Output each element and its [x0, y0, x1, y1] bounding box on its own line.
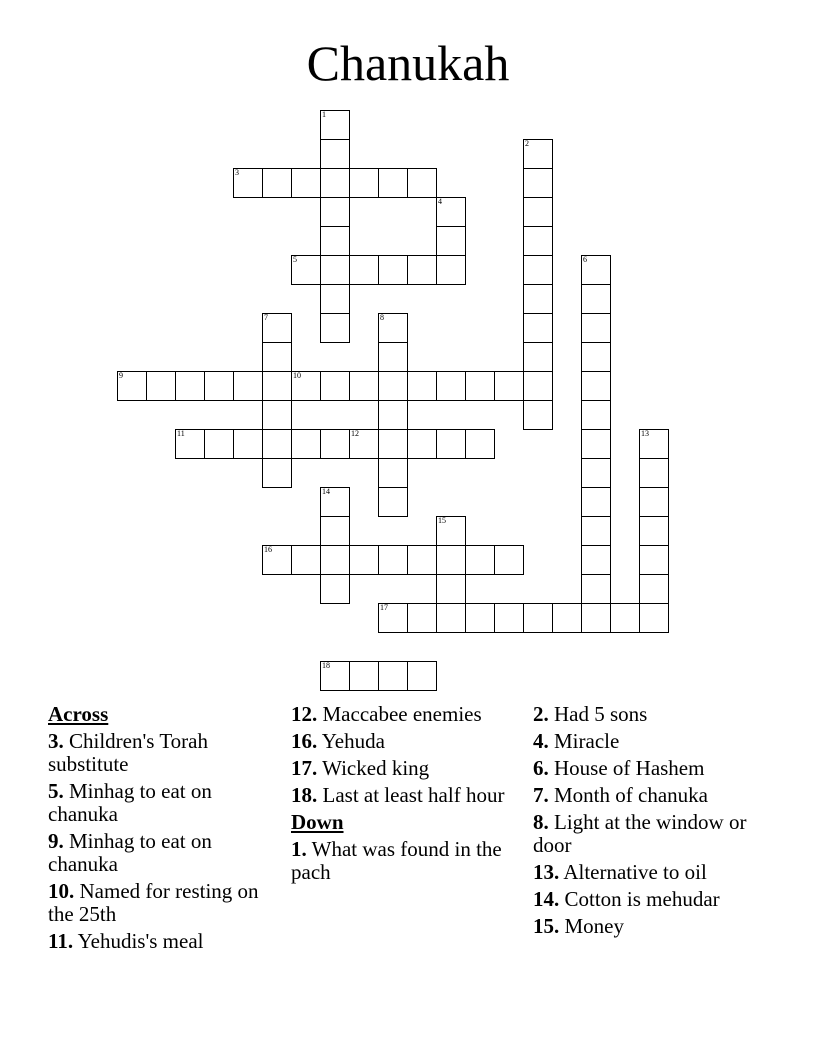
grid-cell[interactable] [552, 603, 582, 633]
grid-cell[interactable] [581, 574, 611, 604]
clue-number: 12. [291, 702, 318, 726]
grid-cell[interactable] [523, 226, 553, 256]
clue-number: 3. [48, 729, 64, 753]
cell-number: 3 [235, 168, 239, 177]
grid-cell[interactable] [204, 371, 234, 401]
grid-cell[interactable] [436, 429, 466, 459]
cell-number: 14 [322, 487, 330, 496]
grid-cell[interactable] [581, 603, 611, 633]
grid-cell[interactable] [320, 284, 350, 314]
clue-across-9 [48, 830, 273, 876]
grid-cell[interactable] [610, 603, 640, 633]
grid-cell[interactable] [639, 458, 669, 488]
grid-cell[interactable] [378, 661, 408, 691]
grid-cell[interactable] [291, 371, 321, 401]
grid-cell[interactable] [581, 371, 611, 401]
grid-cell[interactable] [407, 603, 437, 633]
down-heading: Down [291, 810, 344, 834]
across-heading: Across [48, 702, 109, 726]
grid-cell[interactable] [436, 603, 466, 633]
cell-number: 1 [322, 110, 326, 119]
grid-cell[interactable] [523, 371, 553, 401]
grid-cell[interactable] [320, 139, 350, 169]
clue-number: 2. [533, 702, 549, 726]
grid-cell[interactable] [320, 429, 350, 459]
clue-number: 8. [533, 810, 549, 834]
grid-cell[interactable] [436, 371, 466, 401]
clue-column-1 [48, 703, 273, 957]
grid-cell[interactable] [639, 545, 669, 575]
grid-cell[interactable] [262, 342, 292, 372]
clue-text: Last at least half hour [317, 783, 505, 807]
grid-cell[interactable] [320, 661, 350, 691]
cell-number: 4 [438, 197, 442, 206]
grid-cell[interactable] [523, 284, 553, 314]
clue-text: Yehuda [317, 729, 385, 753]
grid-cell[interactable] [262, 545, 292, 575]
grid-cell[interactable] [320, 226, 350, 256]
cell-number: 11 [177, 429, 185, 438]
grid-cell[interactable] [436, 574, 466, 604]
grid-cell[interactable] [233, 168, 263, 198]
grid-cell[interactable] [407, 371, 437, 401]
grid-cell[interactable] [349, 429, 379, 459]
clue-down-13 [533, 861, 783, 884]
grid-cell[interactable] [639, 429, 669, 459]
grid-cell[interactable] [465, 603, 495, 633]
grid-cell[interactable] [262, 429, 292, 459]
grid-cell[interactable] [639, 574, 669, 604]
clue-number: 10. [48, 879, 75, 903]
grid-cell[interactable] [494, 371, 524, 401]
clue-across-16 [291, 730, 511, 753]
cell-number: 18 [322, 661, 330, 670]
clue-text: Yehudis's meal [73, 929, 204, 953]
grid-cell[interactable] [262, 313, 292, 343]
grid-cell[interactable] [436, 226, 466, 256]
cell-number: 9 [119, 371, 123, 380]
grid-cell[interactable] [436, 545, 466, 575]
clue-text: Month of chanuka [548, 783, 708, 807]
cell-number: 16 [264, 545, 272, 554]
grid-cell[interactable] [320, 255, 350, 285]
clue-text: Light at the window or door [533, 810, 747, 857]
grid-cell[interactable] [291, 429, 321, 459]
grid-cell[interactable] [349, 545, 379, 575]
clue-down-1 [291, 838, 511, 884]
clue-down-15 [533, 915, 783, 938]
grid-cell[interactable] [320, 487, 350, 517]
grid-cell[interactable] [523, 603, 553, 633]
cell-number: 7 [264, 313, 268, 322]
grid-cell[interactable] [320, 197, 350, 227]
grid-cell[interactable] [639, 516, 669, 546]
clue-number: 6. [533, 756, 549, 780]
clue-across-10 [48, 880, 273, 926]
grid-cell[interactable] [175, 371, 205, 401]
cell-number: 17 [380, 603, 388, 612]
grid-cell[interactable] [494, 545, 524, 575]
cell-number: 6 [583, 255, 587, 264]
clue-across-11 [48, 930, 273, 953]
clue-across-5 [48, 780, 273, 826]
clue-number: 17. [291, 756, 318, 780]
grid-cell[interactable] [378, 313, 408, 343]
grid-cell[interactable] [465, 429, 495, 459]
clue-text: Money [559, 914, 624, 938]
grid-cell[interactable] [378, 603, 408, 633]
grid-cell[interactable] [262, 400, 292, 430]
clue-across-18 [291, 784, 511, 807]
grid-cell[interactable] [639, 487, 669, 517]
grid-cell[interactable] [407, 429, 437, 459]
clue-text: Wicked king [317, 756, 430, 780]
clue-text: House of Hashem [548, 756, 705, 780]
cell-number: 12 [351, 429, 359, 438]
clue-text: Minhag to eat on chanuka [48, 829, 212, 876]
grid-cell[interactable] [494, 603, 524, 633]
grid-cell[interactable] [523, 139, 553, 169]
grid-cell[interactable] [407, 168, 437, 198]
grid-cell[interactable] [407, 661, 437, 691]
clue-down-14 [533, 888, 783, 911]
clue-text: Minhag to eat on chanuka [48, 779, 212, 826]
grid-cell[interactable] [233, 371, 263, 401]
grid-cell[interactable] [262, 168, 292, 198]
clue-down-8 [533, 811, 783, 857]
grid-cell[interactable] [320, 574, 350, 604]
clue-text: Named for resting on the 25th [48, 879, 259, 926]
grid-cell[interactable] [581, 458, 611, 488]
grid-cell[interactable] [378, 545, 408, 575]
grid-cell[interactable] [378, 458, 408, 488]
grid-cell[interactable] [581, 516, 611, 546]
grid-cell[interactable] [175, 429, 205, 459]
clue-down-7 [533, 784, 783, 807]
cell-number: 2 [525, 139, 529, 148]
grid-cell[interactable] [407, 255, 437, 285]
grid-cell[interactable] [204, 429, 234, 459]
grid-cell[interactable] [523, 342, 553, 372]
grid-cell[interactable] [291, 545, 321, 575]
grid-cell[interactable] [378, 255, 408, 285]
clue-column-3 [533, 703, 783, 942]
grid-cell[interactable] [320, 110, 350, 140]
grid-cell[interactable] [581, 255, 611, 285]
clue-down-2 [533, 703, 783, 726]
grid-cell[interactable] [378, 168, 408, 198]
grid-cell[interactable] [378, 487, 408, 517]
clue-number: 11. [48, 929, 74, 953]
grid-cell[interactable] [581, 487, 611, 517]
page-title: Chanukah [306, 35, 510, 91]
cell-number: 10 [293, 371, 301, 380]
clue-across-17 [291, 757, 511, 780]
clue-down-6 [533, 757, 783, 780]
clue-across-12 [291, 703, 511, 726]
grid-cell[interactable] [465, 545, 495, 575]
grid-cell[interactable] [320, 371, 350, 401]
grid-cell[interactable] [320, 313, 350, 343]
cell-number: 8 [380, 313, 384, 322]
grid-cell[interactable] [523, 400, 553, 430]
clue-text: Children's Torah substitute [48, 729, 208, 776]
grid-cell[interactable] [262, 371, 292, 401]
grid-cell[interactable] [523, 255, 553, 285]
grid-cell[interactable] [378, 429, 408, 459]
grid-cell[interactable] [349, 661, 379, 691]
grid-cell[interactable] [523, 168, 553, 198]
grid-cell[interactable] [320, 516, 350, 546]
grid-cell[interactable] [581, 342, 611, 372]
clue-number: 4. [533, 729, 549, 753]
grid-cell[interactable] [639, 603, 669, 633]
grid-cell[interactable] [407, 545, 437, 575]
clue-text: Miracle [548, 729, 620, 753]
clue-number: 18. [291, 783, 318, 807]
grid-cell[interactable] [465, 371, 495, 401]
grid-cell[interactable] [523, 313, 553, 343]
clue-number: 7. [533, 783, 549, 807]
grid-cell[interactable] [378, 400, 408, 430]
grid-cell[interactable] [581, 284, 611, 314]
clue-text: Had 5 sons [548, 702, 648, 726]
grid-cell[interactable] [523, 197, 553, 227]
clue-number: 14. [533, 887, 560, 911]
clue-column-2 [291, 703, 511, 888]
clue-number: 13. [533, 860, 560, 884]
cell-number: 5 [293, 255, 297, 264]
grid-cell[interactable] [349, 168, 379, 198]
grid-cell[interactable] [378, 371, 408, 401]
cell-number: 13 [641, 429, 649, 438]
grid-cell[interactable] [349, 371, 379, 401]
grid-cell[interactable] [581, 313, 611, 343]
grid-cell[interactable] [436, 516, 466, 546]
clue-text: What was found in the pach [291, 837, 502, 884]
grid-cell[interactable] [291, 255, 321, 285]
grid-cell[interactable] [581, 429, 611, 459]
clue-text: Maccabee enemies [317, 702, 482, 726]
grid-cell[interactable] [581, 400, 611, 430]
grid-cell[interactable] [262, 458, 292, 488]
grid-cell[interactable] [349, 255, 379, 285]
grid-cell[interactable] [233, 429, 263, 459]
cell-number: 15 [438, 516, 446, 525]
grid-cell[interactable] [320, 545, 350, 575]
grid-cell[interactable] [291, 168, 321, 198]
grid-cell[interactable] [117, 371, 147, 401]
clue-text: Alternative to oil [559, 860, 707, 884]
grid-cell[interactable] [436, 255, 466, 285]
clue-text: Cotton is mehudar [559, 887, 720, 911]
grid-cell[interactable] [146, 371, 176, 401]
grid-cell[interactable] [378, 342, 408, 372]
clue-number: 1. [291, 837, 307, 861]
clue-number: 5. [48, 779, 64, 803]
clue-number: 9. [48, 829, 64, 853]
grid-cell[interactable] [320, 168, 350, 198]
clue-down-4 [533, 730, 783, 753]
clue-number: 15. [533, 914, 560, 938]
clue-number: 16. [291, 729, 318, 753]
clue-across-3 [48, 730, 273, 776]
grid-cell[interactable] [436, 197, 466, 227]
grid-cell[interactable] [581, 545, 611, 575]
